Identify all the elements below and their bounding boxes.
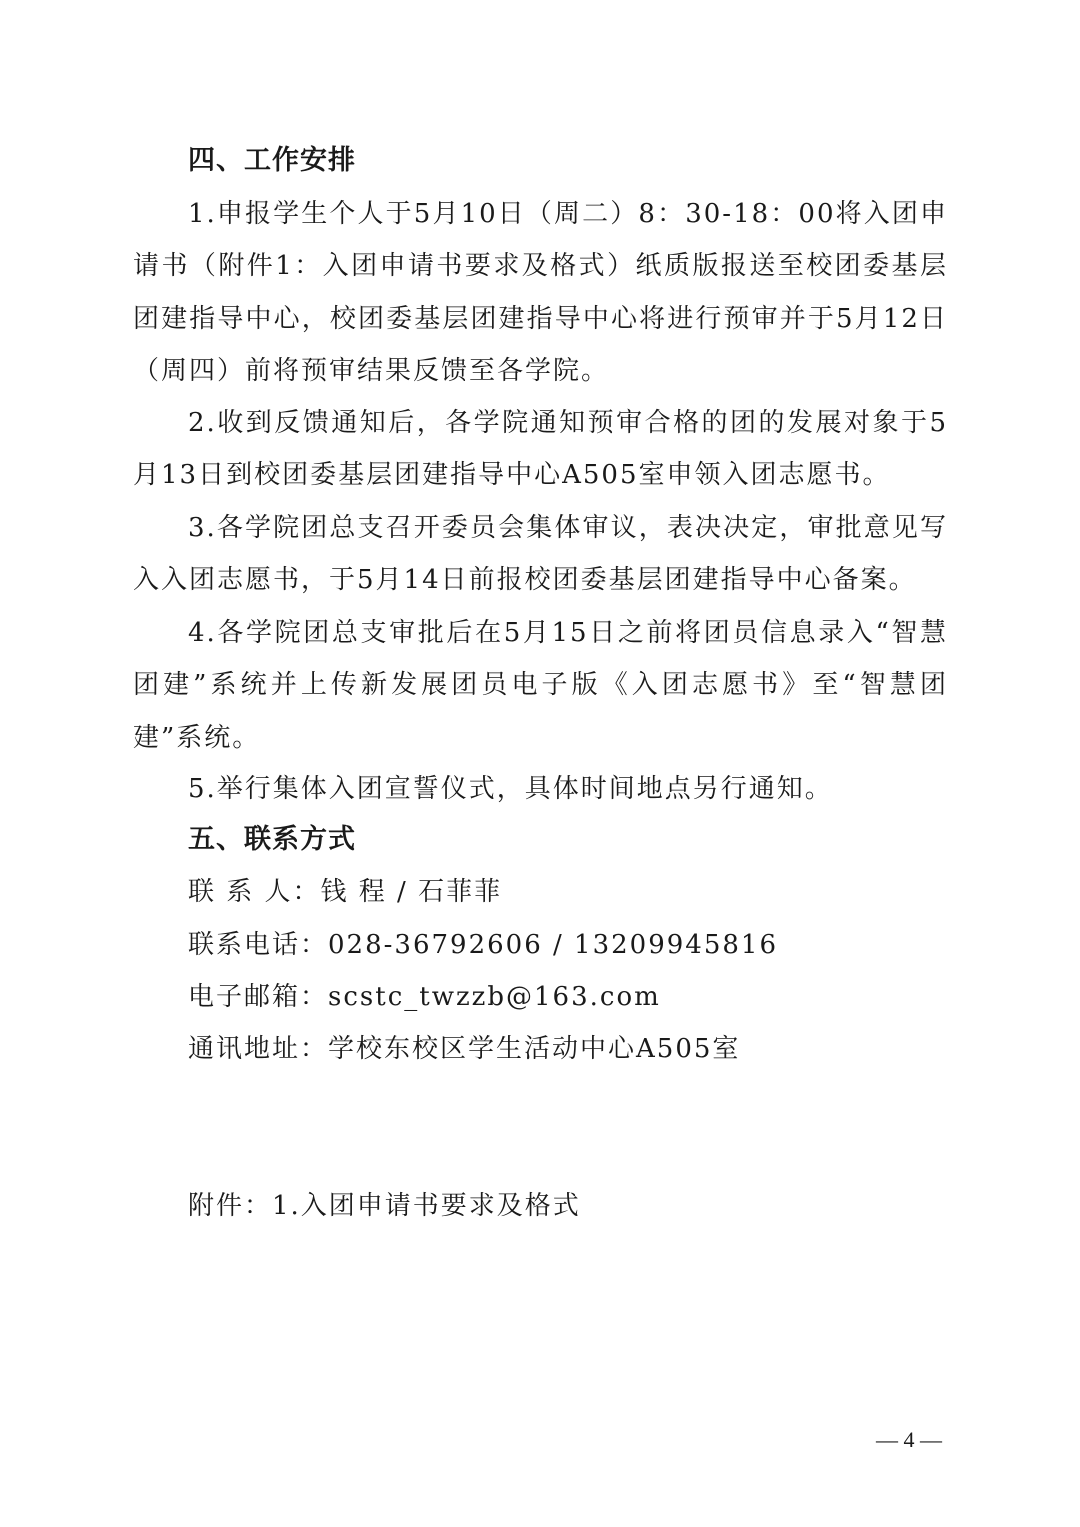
work-item-3: 3.各学院团总支召开委员会集体审议，表决决定，审批意见写入入团志愿书，于5月14日前报校团委基层团建指导中心备案。	[133, 513, 948, 596]
work-item-5: 5.举行集体入团宣誓仪式，具体时间地点另行通知。	[188, 774, 833, 804]
contact-phone: 联系电话：028-36792606 / 13209945816	[188, 930, 778, 960]
section-heading-work-arrangement: 四、工作安排	[188, 145, 356, 176]
contact-address: 通讯地址：学校东校区学生活动中心A505室	[188, 1034, 741, 1064]
attachment-note: 附件：1.入团申请书要求及格式	[188, 1191, 581, 1221]
page-number: — 4 —	[876, 1427, 942, 1452]
contact-person: 联 系 人：钱 程 / 石菲菲	[188, 877, 503, 907]
work-item-2: 2.收到反馈通知后，各学院通知预审合格的团的发展对象于5月13日到校团委基层团建指导中心A505室申领入团志愿书。	[133, 408, 948, 491]
contact-email: 电子邮箱：scstc_twzzb@163.com	[188, 982, 661, 1012]
work-item-4: 4.各学院团总支审批后在5月15日之前将团员信息录入“智慧团建”系统并上传新发展团员电子版《入团志愿书》至“智慧团建”系统。	[133, 618, 948, 753]
work-item-1: 1.申报学生个人于5月10日（周二）8：30-18：00将入团申请书（附件1：入团申请书要求及格式）纸质版报送至校团委基层团建指导中心，校团委基层团建指导中心将进行预审并于5月12日（周四）前将预审结果反馈至各学院。	[133, 199, 948, 387]
section-heading-contact: 五、联系方式	[188, 824, 356, 855]
